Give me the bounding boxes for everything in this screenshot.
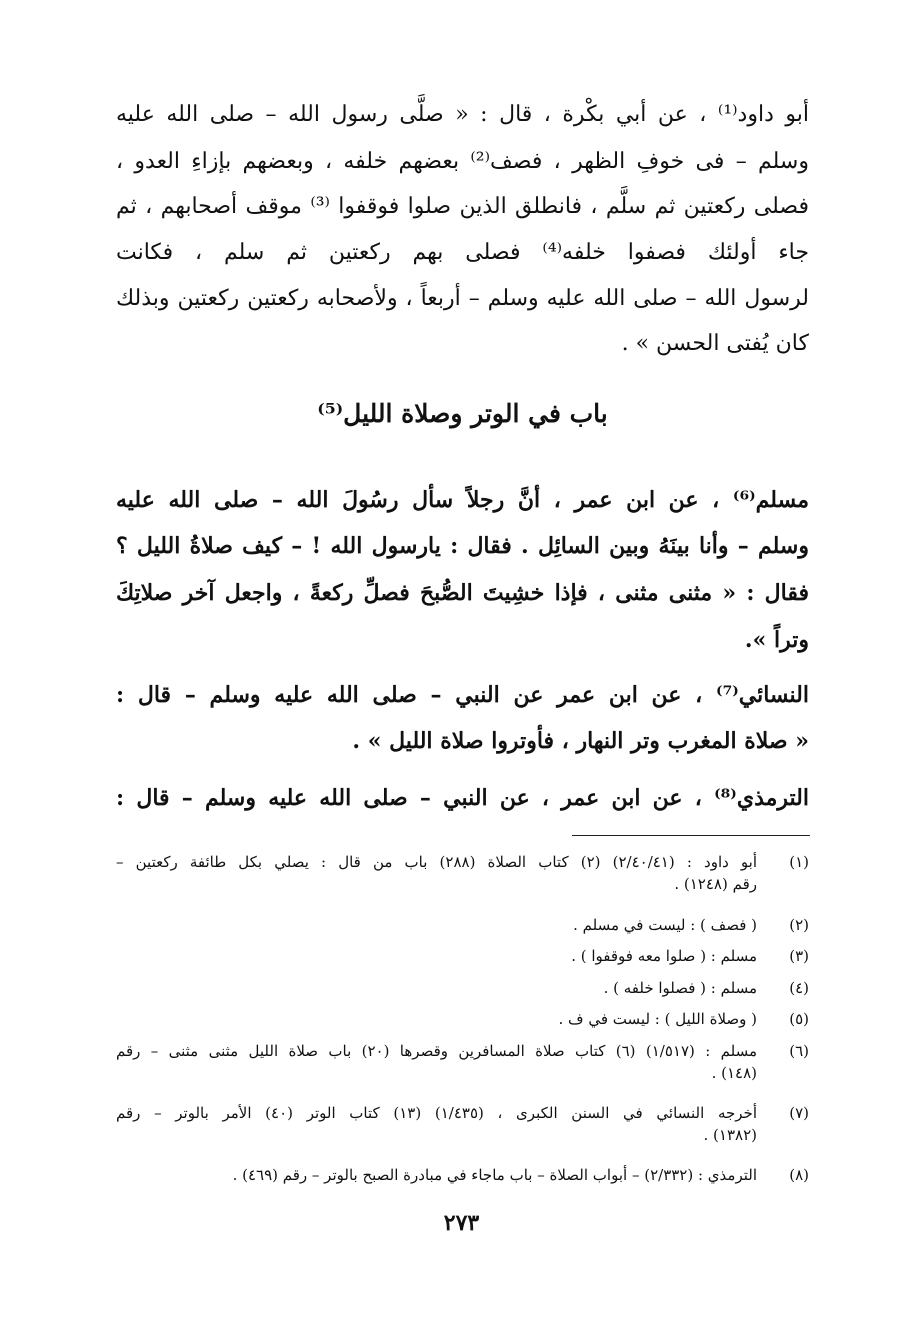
paragraph1-line-2: وسلم – فى خوفِ الظهر ، فصف⁽²⁾ بعضهم خلفه ، وبعضهم بإزاءِ العدو ، xyxy=(116,149,809,174)
footnote-4 xyxy=(116,977,809,999)
paragraph4-line-1: الترمذي⁽⁸⁾ ، عن ابن عمر ، عن النبي – صلى الله عليه وسلم – قال : xyxy=(116,785,809,811)
footnote-text: أبو داود : (٢/٤٠/٤١) (٢) كتاب الصلاة (٢٨٨) باب من قال : يصلي بكل طائفة ركعتين – xyxy=(116,853,758,871)
paragraph1-line-1: أبو داود⁽¹⁾ ، عن أبي بكْرة ، قال : « صلَّى رسول الله – صلى الله عليه xyxy=(116,102,809,127)
footnote-text: أخرجه النسائي في السنن الكبرى ، (١/٤٣٥) (١٣) كتاب الوتر (٤٠) الأمر بالوتر – رقم xyxy=(116,1104,757,1122)
paragraph1-line-5: لرسول الله – صلى الله عليه وسلم – أربعاً ، ولأصحابه ركعتين ركعتين وبذلك xyxy=(116,286,809,311)
footnote-text: ( فصف ) : ليست في مسلم . xyxy=(573,916,757,934)
footnote-number: (٨) xyxy=(789,1166,809,1184)
paragraph2-line-4: وتراً ». xyxy=(744,627,809,653)
paragraph1-line-6: كان يُفتى الحسن » . xyxy=(621,331,809,356)
paragraph3-line-1: النسائي⁽⁷⁾ ، عن ابن عمر عن النبي – صلى الله عليه وسلم – قال : xyxy=(116,682,809,708)
footnote-number: (٢) xyxy=(789,916,809,934)
footnote-text: الترمذي : (٢/٣٣٢) – أبواب الصلاة – باب ماجاء في مبادرة الصبح بالوتر – رقم (٤٦٩) . xyxy=(232,1166,757,1184)
footnote-7 xyxy=(116,1102,809,1146)
paragraph2-line-1: مسلم⁽⁶⁾ ، عن ابن عمر ، أنَّ رجلاً سأل رسُولَ الله – صلى الله عليه xyxy=(116,487,809,513)
paragraph3-line-2: « صلاة المغرب وتر النهار ، فأوتروا صلاة الليل » . xyxy=(352,728,809,754)
footnote-2 xyxy=(116,914,809,936)
paragraph2-line-2: وسلم – وأنا بينَهُ وبين السائِل . فقال : يارسول الله ! – كيف صلاةُ الليل ؟ xyxy=(116,533,809,559)
paragraph1-line-3: فصلى ركعتين ثم سلَّم ، فانطلق الذين صلوا فوقفوا ⁽³⁾ موقف أصحابهم ، ثم xyxy=(116,194,809,219)
footnote-number: (٤) xyxy=(789,979,809,997)
paragraph2-line-3: فقال : « مثنى مثنى ، فإذا خشِيتَ الصُّبحَ فصلِّ ركعةً ، واجعل آخر صلاتِكَ xyxy=(116,580,809,606)
footnote-5 xyxy=(116,1008,809,1030)
footnote-1 xyxy=(116,851,809,895)
paragraph1-line-4: جاء أولئك فصفوا خلفه⁽⁴⁾ فصلى بهم ركعتين ثم سلم ، فكانت xyxy=(116,240,809,265)
footnote-continuation: (١٣٨٢) . xyxy=(703,1126,757,1144)
footnote-text: ( وصلاة الليل ) : ليست في ف . xyxy=(558,1010,757,1028)
footnote-text: مسلم : ( فصلوا خلفه ) . xyxy=(603,979,757,997)
footnote-number: (٦) xyxy=(789,1042,809,1060)
footnote-text: مسلم : (١/٥١٧) (٦) كتاب صلاة المسافرين وقصرها (٢٠) باب صلاة الليل مثنى مثنى – رقم xyxy=(116,1042,758,1060)
section-heading: باب في الوتر وصلاة الليل⁽⁵⁾ xyxy=(317,399,608,428)
footnote-8 xyxy=(116,1164,809,1186)
footnote-continuation: رقم (١٢٤٨) . xyxy=(674,875,757,893)
footnote-text: مسلم : ( صلوا معه فوقفوا ) . xyxy=(571,947,757,965)
footnote-3 xyxy=(116,945,809,967)
page-number: ٢٧٣ xyxy=(443,1210,480,1236)
footnote-separator xyxy=(572,835,810,836)
footnote-number: (٧) xyxy=(789,1104,809,1122)
footnote-6 xyxy=(116,1040,809,1084)
footnote-number: (٥) xyxy=(789,1010,809,1028)
footnote-number: (١) xyxy=(789,853,809,871)
footnote-continuation: (١٤٨) . xyxy=(711,1064,757,1082)
footnote-number: (٣) xyxy=(789,947,809,965)
